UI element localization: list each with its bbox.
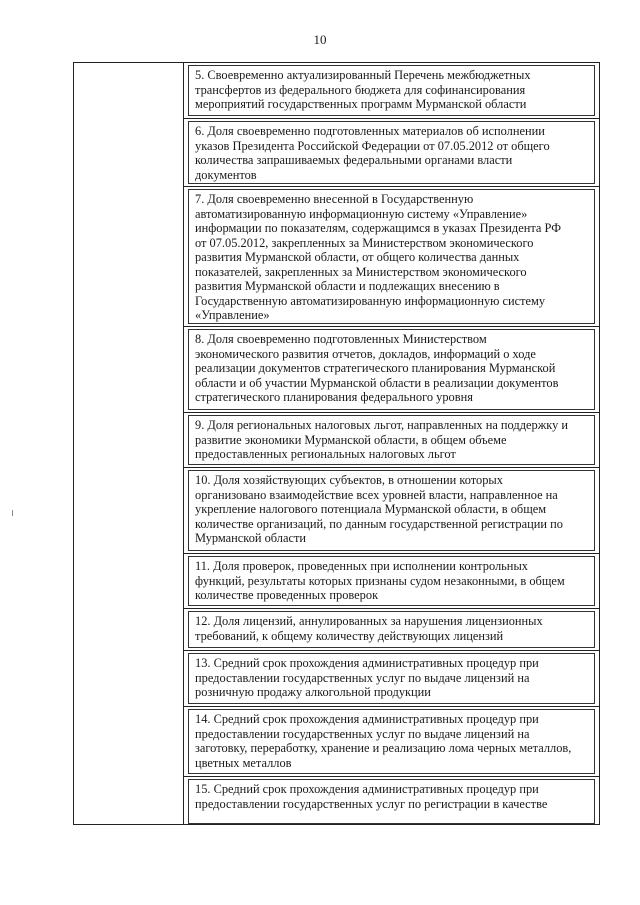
indicator-text-line: развития Мурманской области, от общего количества данных	[195, 250, 520, 264]
page-number: 10	[313, 32, 327, 47]
table-row	[184, 651, 599, 707]
indicator-text-line: количестве проведенных проверок	[195, 588, 379, 602]
indicator-cell	[188, 653, 595, 704]
indicator-text-line: требований, к общему количеству действующих лицензий	[195, 628, 504, 643]
indicator-cell	[188, 329, 595, 410]
table-row	[184, 777, 599, 826]
table-row	[184, 707, 599, 777]
indicator-text-line: 6. Доля своевременно подготовленных материалов об исполнении	[195, 124, 545, 138]
indicator-text-line: 14. Средний срок прохождения административных процедур при	[195, 712, 539, 726]
indicator-text-line: предоставлении государственных услуг по выдаче лицензий на	[195, 726, 530, 741]
indicator-text-line: стратегического планирования федерального уровня	[195, 390, 473, 404]
table-row	[184, 63, 599, 119]
indicator-text-line: развития Мурманской области и подлежащих внесению в	[195, 279, 500, 293]
indicator-text-line: мероприятий государственных программ Мурманской области	[195, 97, 527, 111]
indicator-text-line: развитие экономики Мурманской области, в общем объеме	[195, 432, 507, 447]
indicator-table	[73, 62, 600, 825]
indicator-cell	[188, 709, 595, 774]
indicator-text-line: «Управление»	[195, 308, 270, 322]
indicator-text-line: розничную продажу алкогольной продукции	[195, 685, 431, 699]
indicator-text-line: предоставленных региональных налоговых льгот	[195, 447, 456, 461]
indicator-text-line: 15. Средний срок прохождения административных процедур при	[195, 782, 539, 796]
indicator-cell	[188, 611, 595, 648]
indicator-text-line: документов	[195, 167, 257, 182]
indicator-text-line: трансфертов из федерального бюджета для софинансирования	[195, 82, 526, 97]
indicator-cell	[188, 470, 595, 551]
indicator-text-line: информации по показателям, содержащимся в указах Президента РФ	[195, 221, 561, 235]
table-row	[184, 187, 599, 327]
indicator-text-line: от 07.05.2012, закрепленных за Министерством экономического	[195, 235, 534, 250]
table-row	[184, 554, 599, 609]
table-row	[184, 327, 599, 413]
indicator-text-line: предоставлении государственных услуг по регистрации в качестве	[195, 796, 548, 811]
indicator-text-line: количества запрашиваемых федеральными органами власти	[195, 153, 513, 167]
indicator-text-line: заготовку, переработку, хранение и реализацию лома черных металлов,	[195, 741, 572, 755]
indicator-text-line: показателей, закрепленных за Министерством экономического	[195, 264, 527, 279]
indicator-text-line: количестве организаций, по данным государственной регистрации по	[195, 516, 563, 531]
table-row	[184, 413, 599, 468]
indicator-text-line: укрепление налогового потенциала Мурманской области, в общем	[195, 502, 547, 516]
indicator-cell	[188, 189, 595, 324]
table-right-column	[184, 63, 599, 824]
indicator-text-line: Государственную автоматизированную информационную систему	[195, 293, 546, 308]
indicator-text-line: 7. Доля своевременно внесенной в Государственную	[195, 192, 474, 206]
indicator-cell	[188, 415, 595, 465]
indicator-text-line: указов Президента Российской Федерации от 07.05.2012 от общего	[195, 138, 550, 153]
indicator-text-line: функций, результаты которых признаны судом незаконными, в общем	[195, 573, 565, 588]
indicator-text-line: 11. Доля проверок, проведенных при исполнении контрольных	[195, 559, 528, 573]
table-row	[184, 609, 599, 651]
indicator-text-line: автоматизированную информационную систему «Управление»	[195, 206, 528, 221]
indicator-text-line: 5. Своевременно актуализированный Перечень межбюджетных	[195, 68, 531, 82]
indicator-text-line: 9. Доля региональных налоговых льгот, направленных на поддержку и	[195, 418, 569, 432]
indicator-text-line: предоставлении государственных услуг по выдаче лицензий на	[195, 670, 530, 685]
indicator-text-line: 8. Доля своевременно подготовленных Министерством	[195, 332, 487, 346]
indicator-text-line: организовано взаимодействие всех уровней власти, направленное на	[195, 487, 558, 502]
indicator-cell	[188, 779, 595, 824]
indicator-text-line: Мурманской области	[195, 531, 307, 545]
scan-mark	[12, 510, 13, 516]
indicator-text-line: 13. Средний срок прохождения административных процедур при	[195, 656, 539, 670]
indicator-text-line: 12. Доля лицензий, аннулированных за нарушения лицензионных	[195, 614, 543, 628]
indicator-cell	[188, 65, 595, 116]
indicator-text-line: реализации документов стратегического планирования Мурманской	[195, 361, 556, 375]
indicator-text-line: области и об участии Мурманской области в реализации документов	[195, 375, 559, 390]
indicator-text-line: цветных металлов	[195, 755, 292, 770]
indicator-text-line: 10. Доля хозяйствующих субъектов, в отношении которых	[195, 473, 503, 487]
table-row	[184, 119, 599, 187]
indicator-cell	[188, 556, 595, 606]
indicator-text-line: экономического развития отчетов, докладов, информаций о ходе	[195, 346, 536, 361]
indicator-cell	[188, 121, 595, 184]
table-left-column	[74, 63, 184, 824]
table-row	[184, 468, 599, 554]
